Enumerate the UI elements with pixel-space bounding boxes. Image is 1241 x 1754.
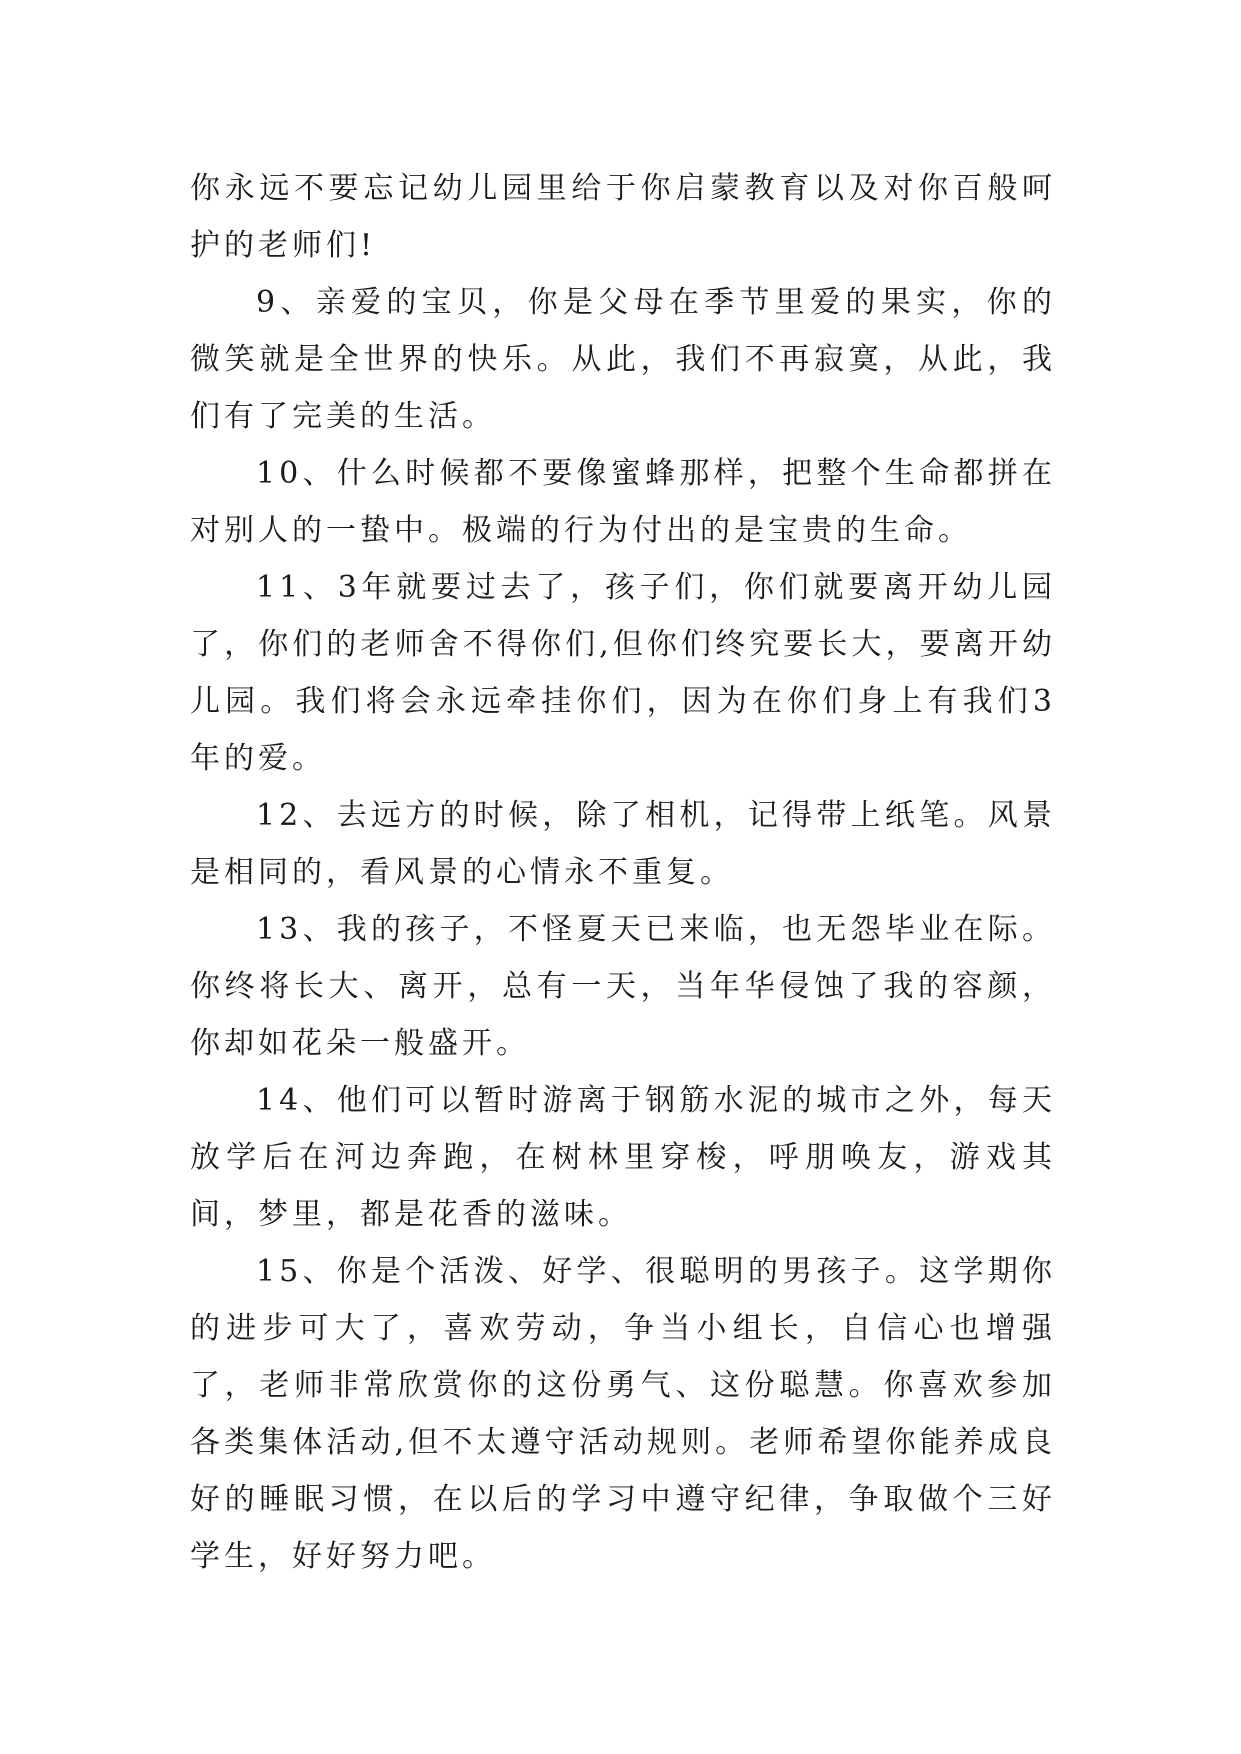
paragraph-item-13: 13、我的孩子，不怪夏天已来临，也无怨毕业在际。你终将长大、离开，总有一天，当年华侵蚀了我的容颜，你却如花朵一般盛开。 [190, 912, 1056, 1061]
paragraph-item-9: 9、亲爱的宝贝，你是父母在季节里爱的果实，你的微笑就是全世界的快乐。从此，我们不再寂寞，从此，我们有了完美的生活。 [190, 285, 1056, 434]
paragraph-item-11: 11、3年就要过去了，孩子们，你们就要离开幼儿园了，你们的老师舍不得你们,但你们终究要长大，要离开幼儿园。我们将会永远牵挂你们，因为在你们身上有我们3年的爱。 [190, 570, 1056, 776]
paragraph-item-15: 15、你是个活泼、好学、很聪明的男孩子。这学期你的进步可大了，喜欢劳动，争当小组长，自信心也增强了，老师非常欣赏你的这份勇气、这份聪慧。你喜欢参加各类集体活动,但不太遵守活动规则。老师希望你能养成良好的睡眠习惯，在以后的学习中遵守纪律，争取做个三好学生，好好努力吧。 [190, 1254, 1056, 1574]
paragraph-item-10: 10、什么时候都不要像蜜蜂那样，把整个生命都拼在对别人的一蛰中。极端的行为付出的是宝贵的生命。 [190, 456, 1056, 548]
paragraph-item-12: 12、去远方的时候，除了相机，记得带上纸笔。风景是相同的，看风景的心情永不重复。 [190, 798, 1056, 890]
document-body [190, 160, 1056, 1585]
paragraph-item-14: 14、他们可以暂时游离于钢筋水泥的城市之外，每天放学后在河边奔跑，在树林里穿梭，呼朋唤友，游戏其间，梦里，都是花香的滋味。 [190, 1083, 1056, 1232]
paragraph-continuation: 你永远不要忘记幼儿园里给于你启蒙教育以及对你百般呵护的老师们! [190, 171, 1056, 263]
